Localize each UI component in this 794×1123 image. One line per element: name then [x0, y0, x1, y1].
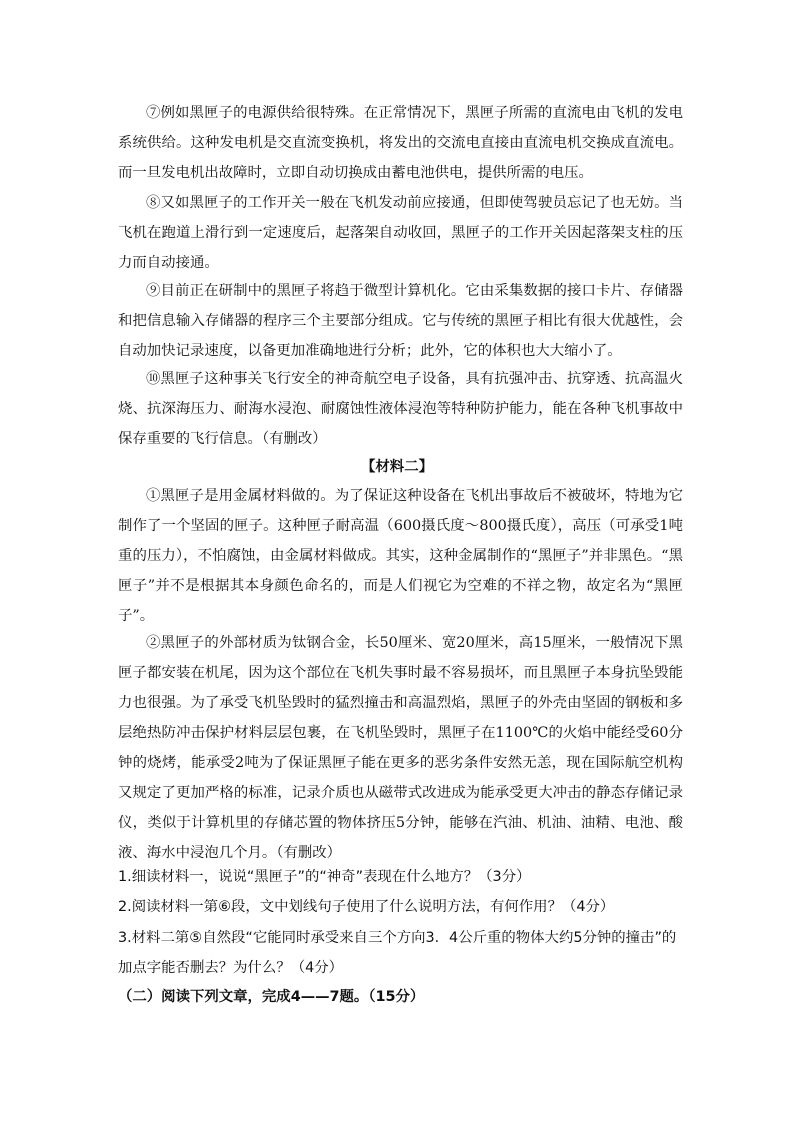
material-2-paragraph-1: ①黑匣子是用金属材料做的。为了保证这种设备在飞机出事故后不被破坏，特地为它制作了一个坚固的匣子。这种匣子耐高温（600摄氏度～800摄氏度），高压（可承受1吨重的压力），不怕腐蚀，由金属材料做成。其实，这种金属制作的“黑匣子”并非黑色。“黑匣子”并不是根据其本身颜色命名的，而是人们视它为空难的不祥之物，故定名为“黑匣子”。	[118, 488, 683, 624]
question-2: 2.阅读材料一第⑥段，文中划线句子使用了什么说明方法，有何作用？（4分）	[118, 899, 615, 915]
section-2-title: （二）阅读下列文章，完成4——7题。（15分）	[118, 989, 425, 1005]
paragraph-10: ⑩黑匣子这种事关飞行安全的神奇航空电子设备，具有抗强冲击、抗穿透、抗高温火烧、抗深海压力、耐海水浸泡、耐腐蚀性液体浸泡等特种防护能力，能在各种飞机事故中保存重要的飞行信息。（有删改）	[118, 371, 683, 447]
material-2-paragraph-2: ②黑匣子的外部材质为钛钢合金，长50厘米、宽20厘米，高15厘米，一般情况下黑匣子都安装在机尾，因为这个部位在飞机失事时最不容易损坏，而且黑匣子本身抗坠毁能力也很强。为了承受飞机坠毁时的猛烈撞击和高温烈焰，黑匣子的外壳由坚固的钢板和多层绝热防冲击保护材料层层包裹，在飞机坠毁时，黑匣子在1100℃的火焰中能经受60分钟的烧烤，能承受2吨为了保证黑匣子能在更多的恶劣条件安然无恙，现在国际航空机构又规定了更加严格的标准，记录介质也从磁带式改进成为能承受更大冲击的静态存储记录仪，类似于计算机里的存储芯置的物体挤压5分钟，能够在汽油、机油、油精、电池、酸液、海水中浸泡几个月。（有删改）	[118, 635, 683, 861]
material-2-heading: 【材料二】	[361, 458, 433, 475]
paragraph-8: ⑧又如黑匣子的工作开关一般在飞机发动前应接通，但即使驾驶员忘记了也无妨。当飞机在跑道上滑行到一定速度后，起落架自动收回，黑匣子的工作开关因起落架支柱的压力而自动接通。	[118, 195, 683, 271]
paragraph-7: ⑦例如黑匣子的电源供给很特殊。在正常情况下，黑匣子所需的直流电由飞机的发电系统供给。这种发电机是交直流变换机，将发出的交流电直接由直流电机交换成直流电。而一旦发电机出故障时，立即自动切换成由蓄电池供电，提供所需的电压。	[118, 105, 683, 181]
paragraph-9: ⑨目前正在研制中的黑匣子将趋于微型计算机化。它由采集数据的接口卡片、存储器和把信息输入存储器的程序三个主要部分组成。它与传统的黑匣子相比有很大优越性，会自动加快记录速度，以备更加准确地进行分析；此外，它的体积也大大缩小了。	[118, 283, 683, 359]
question-3: 3.材料二第⑤自然段“它能同时承受来自三个方向3．4公斤重的物体大约5分钟的撞击”的加点字能否删去？为什么？（4分）	[118, 930, 677, 976]
question-1: 1.细读材料一，说说“黑匣子”的“神奇”表现在什么地方？（3分）	[118, 869, 531, 885]
